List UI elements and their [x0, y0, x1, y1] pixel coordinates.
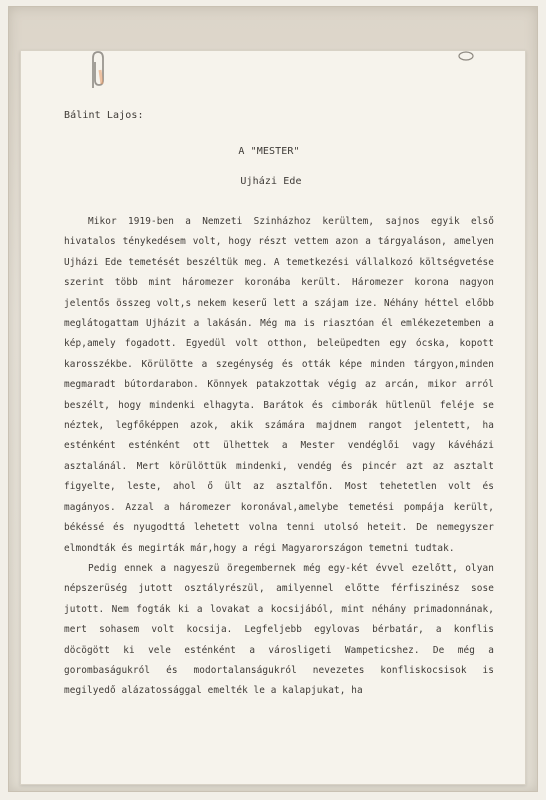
document-subtitle: Ujházi Ede: [240, 176, 302, 187]
letter-body: [64, 212, 494, 702]
document-title: A "MESTER": [238, 146, 300, 157]
paragraph: Mikor 1919-ben a Nemzeti Szinházhoz kerültem, sajnos egyik első hivatalos ténykedésem volt, hogy részt vettem azon a tárgyaláson, amelyen Ujházi Ede temetését beszéltük meg. A temetkezési vállalkozó költségvetése szerint több mint háromezer koronába került. Háromezer korona nagyon jelentős összeg volt,s nekem keserű lett a szájam ize. Néhány héttel előbb meglátogattam Ujházit a lakásán. Még ma is riasztóan él emlékezetemben a kép,amely fogadott. Egyedül volt otthon, beleüpedten egy ócska, kopott karosszékbe. Körülötte a szegénység és ották képe minden tárgyon,minden megmaradt bútordarabon. Könnyek patakzottak végig az arcán, mikor arról beszélt, hogy mindenki elhagyta. Barátok és cimborák hütlenül feléje se néztek, legfőképpen azok, akik számára majdnem rangot jelentett, ha esténként esténként ott ülhettek a Mester vendéglői vagy kávéházi asztalánál. Mert körülöttük mindenki, vendég és pincér azt az asztalt figyelte, leste, ahol ő ült az asztalfőn. Most tehetetlen volt és magányos. Azzal a háromezer koronával,amelybe temetési pompája került, békéssé és nyugodttá lehetett volna tenni utolsó heteit. De nemegyszer elmondták és megirták már,hogy a régi Magyarországon temetni tudtak.: [64, 216, 494, 554]
addressee: Bálint Lajos:: [64, 110, 144, 121]
paragraph: Pedig ennek a nagyeszü öregembernek még egy-két évvel ezelőtt, olyan népszerüség jutott osztályrészül, amilyennel előtte férfiszinész sose jutott. Nem fogták ki a lovakat a kocsijából, mint néhány primadonnának, mert sohasem volt kocsija. Legfeljebb egylovas bérbatár, a konflis döcögött ki vele esténként a városligeti Wampeticshez. De még a gorombaságukról és modortalanságukról nevezetes konfliskocsisok is megilyedő alázatossággal emelték le a kalapjukat, ha: [64, 562, 494, 697]
pin-icon: [458, 51, 474, 61]
paperclip-icon: [88, 50, 106, 90]
